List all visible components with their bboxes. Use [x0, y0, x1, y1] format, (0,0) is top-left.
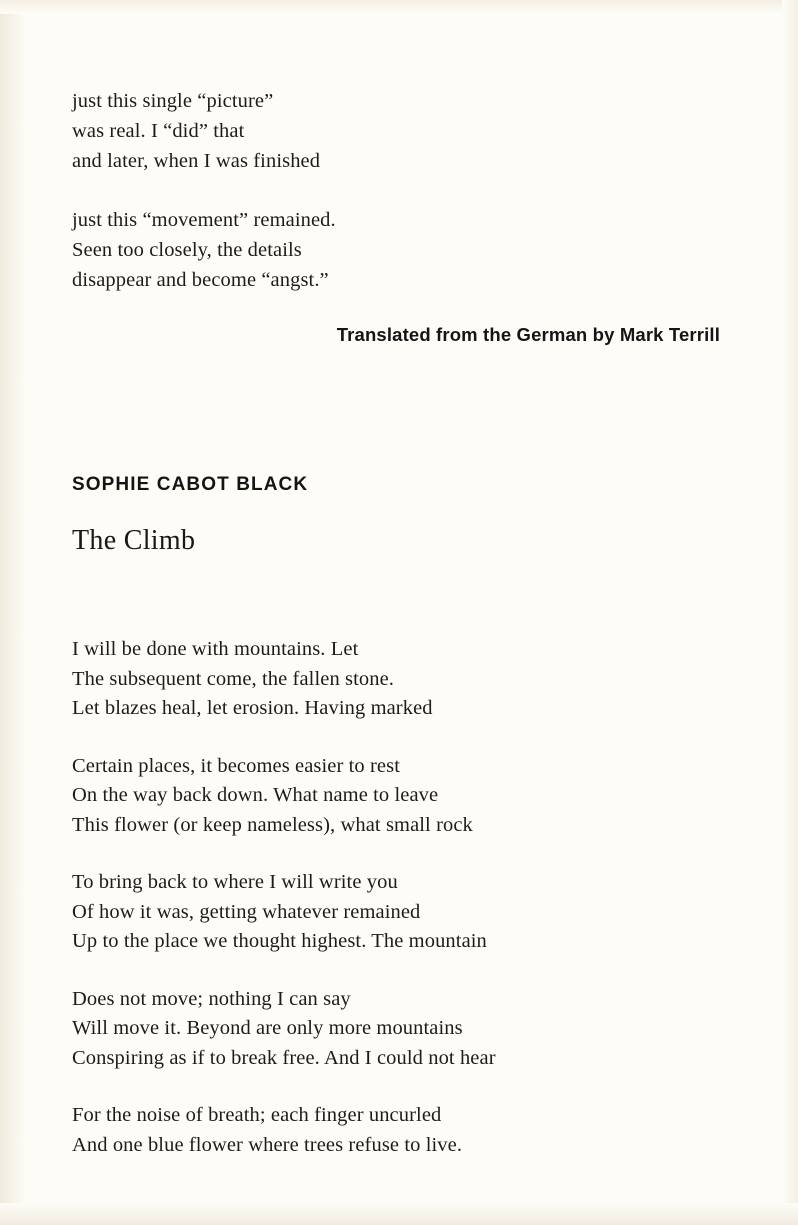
poem-author: SOPHIE CABOT BLACK: [72, 474, 309, 495]
poem-line: Up to the place we thought highest. The mountain: [72, 930, 487, 952]
stanza: [72, 985, 720, 1074]
poem-body: [72, 635, 720, 1160]
poem-line: Of how it was, getting whatever remained: [72, 900, 421, 923]
stanza: [72, 752, 720, 841]
page-content: [72, 86, 720, 1188]
poem-line: Will move it. Beyond are only more mountains: [72, 1017, 463, 1039]
page-edge-left: [0, 0, 26, 1225]
poem-line: Let blazes heal, let erosion. Having marked: [72, 697, 433, 719]
poem-line: And one blue flower where trees refuse to live.: [72, 1133, 463, 1156]
poem-line: To bring back to where I will write you: [72, 871, 398, 893]
poem-line: and later, when I was finished: [72, 150, 321, 172]
stanza: [72, 868, 720, 957]
poem-line: This flower (or keep nameless), what small rock: [72, 813, 473, 836]
poem-line: On the way back down. What name to leave: [72, 784, 439, 806]
poem-line: Conspiring as if to break free. And I could not hear: [72, 1046, 496, 1069]
poem-line: For the noise of breath; each finger uncurled: [72, 1104, 442, 1126]
poem-line: The subsequent come, the fallen stone.: [72, 667, 395, 690]
poem-line: was real. I “did” that: [72, 120, 245, 142]
poem-title: The Climb: [72, 525, 196, 556]
poem-line: Certain places, it becomes easier to rest: [72, 754, 400, 777]
page-edge-top: [0, 0, 798, 14]
stanza: [72, 205, 720, 295]
poem-line: just this “movement” remained.: [72, 209, 336, 231]
stanza: [72, 1101, 720, 1160]
poem-line: Does not move; nothing I can say: [72, 987, 351, 1010]
poem-line: disappear and become “angst.”: [72, 269, 329, 291]
poem-line: just this single “picture”: [72, 90, 274, 112]
translation-credit: Translated from the German by Mark Terrill: [336, 324, 720, 345]
stanza: [72, 86, 720, 176]
previous-poem-excerpt: [72, 86, 720, 295]
stanza: [72, 635, 720, 724]
page-edge-right: [782, 0, 798, 1225]
page-edge-bottom: [0, 1203, 798, 1225]
poem-line: I will be done with mountains. Let: [72, 638, 359, 660]
poem-line: Seen too closely, the details: [72, 239, 302, 261]
